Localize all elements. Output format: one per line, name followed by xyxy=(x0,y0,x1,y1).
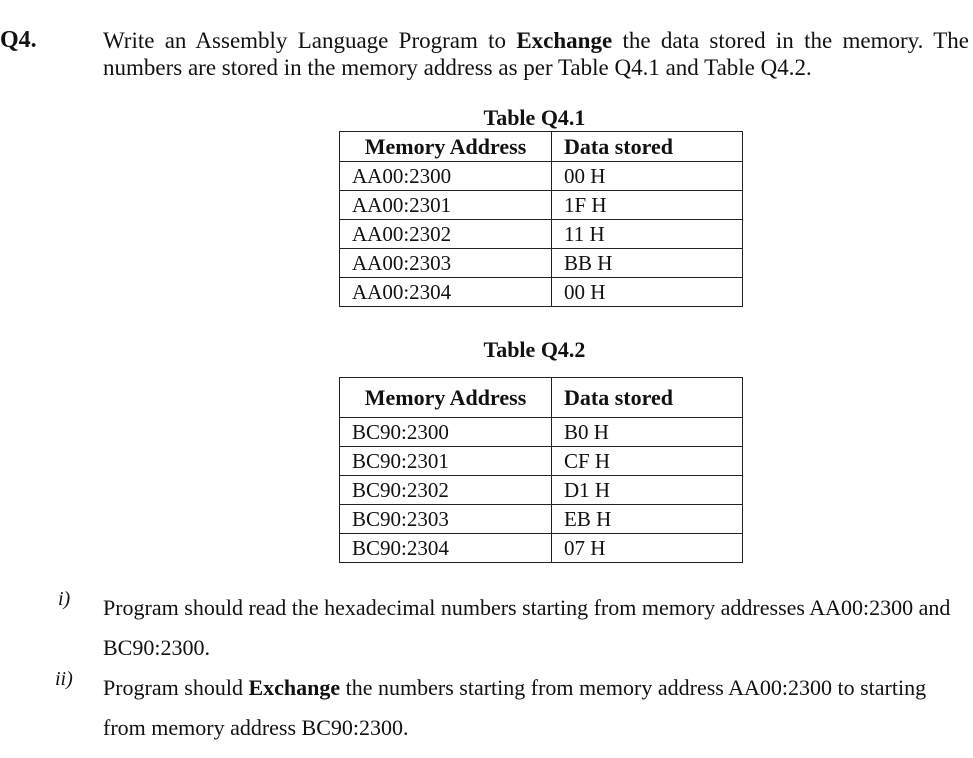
data-cell: D1 H xyxy=(552,476,743,505)
data-cell: 1F H xyxy=(552,191,743,220)
data-cell: 00 H xyxy=(552,278,743,307)
table-1-header-row xyxy=(340,132,743,162)
data-cell: CF H xyxy=(552,447,743,476)
table-row xyxy=(340,249,743,278)
data-cell: B0 H xyxy=(552,418,743,447)
table-row xyxy=(340,447,743,476)
address-cell: AA00:2300 xyxy=(340,162,552,191)
data-cell: BB H xyxy=(552,249,743,278)
address-cell: BC90:2302 xyxy=(340,476,552,505)
address-cell: AA00:2301 xyxy=(340,191,552,220)
data-cell: 11 H xyxy=(552,220,743,249)
requirement-2-text-end: the numbers starting from memory address AA00:2300 to starting from memory address BC90:2300. xyxy=(103,675,927,740)
data-cell: EB H xyxy=(552,505,743,534)
address-cell: BC90:2301 xyxy=(340,447,552,476)
requirement-2-text-start: Program should xyxy=(103,675,249,700)
table-2-header-row xyxy=(340,378,743,418)
table-row xyxy=(340,278,743,307)
requirement-2-bold: Exchange xyxy=(248,675,341,700)
table-1-header-address: Memory Address xyxy=(340,132,552,162)
table-row xyxy=(340,220,743,249)
table-1 xyxy=(339,131,743,307)
requirement-1-marker: i) xyxy=(58,588,71,610)
address-cell: AA00:2303 xyxy=(340,249,552,278)
address-cell: BC90:2300 xyxy=(340,418,552,447)
requirement-2-marker: ii) xyxy=(55,668,73,690)
address-cell: AA00:2304 xyxy=(340,278,552,307)
table-row xyxy=(340,162,743,191)
requirement-1-text-start: Program should read the hexadecimal numbers starting from memory addresses AA00:2300 and BC90:2300. xyxy=(103,595,951,660)
table-1-header-data: Data stored xyxy=(552,132,743,162)
data-cell: 00 H xyxy=(552,162,743,191)
table-row xyxy=(340,505,743,534)
table-1-caption: Table Q4.1 xyxy=(483,105,586,130)
table-2-caption: Table Q4.2 xyxy=(483,337,586,362)
intro-bold-keyword: Exchange xyxy=(516,28,613,53)
table-row xyxy=(340,476,743,505)
address-cell: BC90:2304 xyxy=(340,534,552,563)
requirement-2-text xyxy=(103,668,969,748)
table-row xyxy=(340,534,743,563)
data-cell: 07 H xyxy=(552,534,743,563)
address-cell: BC90:2303 xyxy=(340,505,552,534)
question-number: Q4. xyxy=(0,27,37,53)
question-intro xyxy=(103,27,969,81)
table-row xyxy=(340,418,743,447)
intro-text-start: Write an Assembly Language Program to xyxy=(103,28,517,53)
table-row xyxy=(340,191,743,220)
requirement-1-text xyxy=(103,588,969,668)
intro-text-end: the data stored in the memory. The numbers are stored in the memory address as per Table Q4.1 and Table Q4.2. xyxy=(103,28,969,80)
table-2-header-address: Memory Address xyxy=(340,378,552,418)
table-2 xyxy=(339,377,743,563)
address-cell: AA00:2302 xyxy=(340,220,552,249)
table-2-header-data: Data stored xyxy=(552,378,743,418)
